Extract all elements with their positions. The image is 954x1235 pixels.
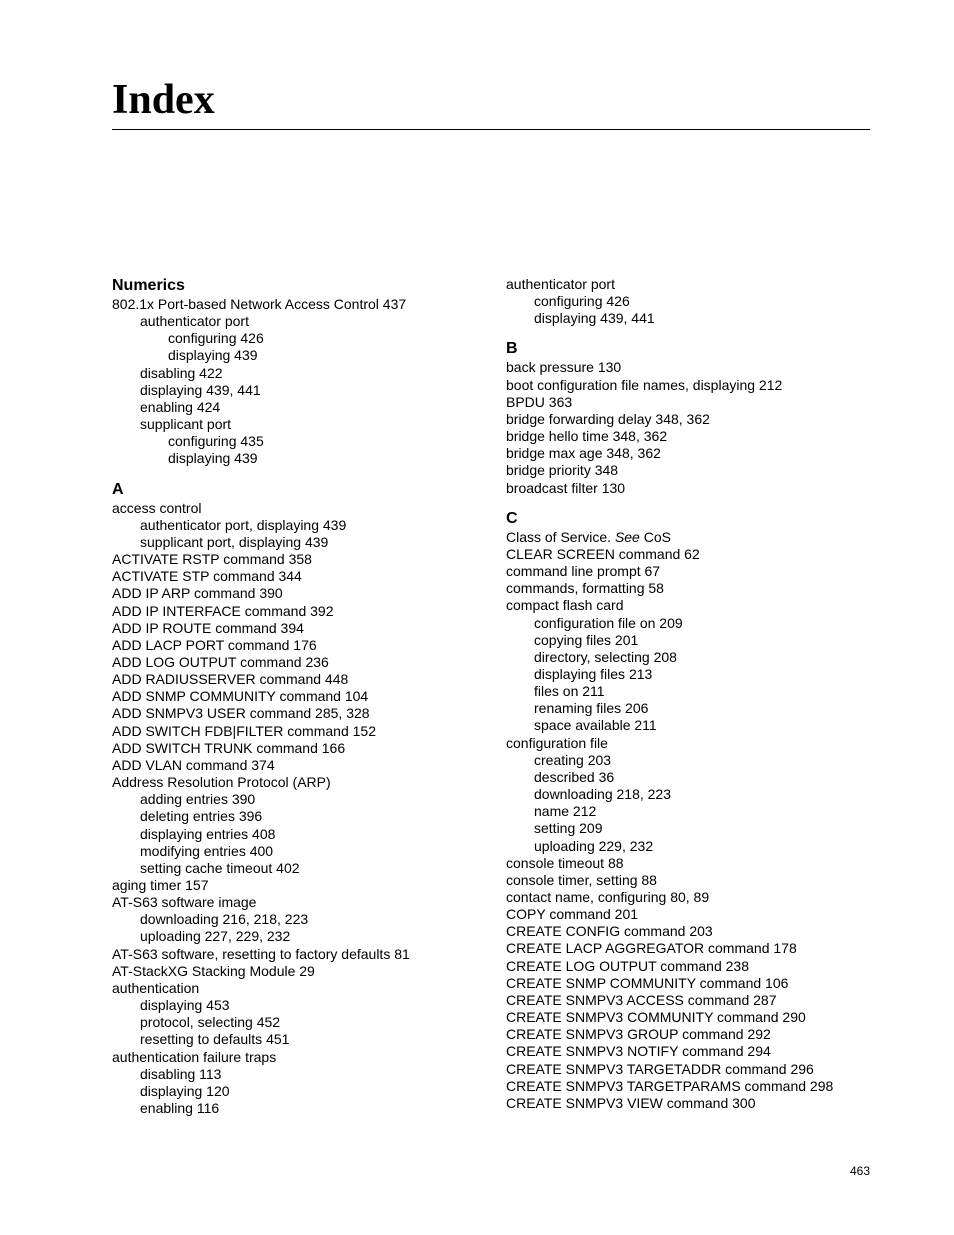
index-entry-text: bridge forwarding delay 348, 362 [506,410,710,427]
index-entry [506,769,886,786]
index-entry [506,906,886,923]
index-entry [506,1026,886,1043]
index-entry-text: uploading 229, 232 [534,837,654,854]
index-entry [112,568,492,585]
index-entry [112,1100,492,1117]
index-entry-text: displaying 453 [140,997,230,1014]
index-entry [506,597,886,614]
index-entry [112,1083,492,1100]
index-entry [506,411,886,428]
index-entry [112,620,492,637]
index-entry-text: AT-StackXG Stacking Module 29 [112,962,315,979]
index-entry-text: enabling 116 [140,1100,220,1117]
index-entry-text: access control [112,499,202,516]
index-entry-text: downloading 216, 218, 223 [140,911,309,928]
index-entry [506,377,886,394]
index-entry [112,928,492,945]
index-entry-text: adding entries 390 [140,791,256,808]
index-entry-text: ADD IP ARP command 390 [112,585,283,602]
index-entry [506,803,886,820]
index-entry-text: space available 211 [534,717,657,734]
index-entry [112,637,492,654]
index-entry [506,632,886,649]
index-entry-text: directory, selecting 208 [534,648,677,665]
index-entry-text: CREATE SNMP COMMUNITY command 106 [506,974,789,991]
index-entry-text: supplicant port [140,416,232,433]
index-entry [112,757,492,774]
index-entry [112,723,492,740]
index-section [506,276,886,327]
index-entry [506,717,886,734]
index-entry-text: displaying 439 [168,347,258,364]
index-entry-text: displaying 120 [140,1082,230,1099]
index-entry-text: CREATE SNMPV3 GROUP command 292 [506,1026,771,1043]
index-entry-text: enabling 424 [140,398,221,415]
index-entry [112,330,492,347]
index-entry [112,313,492,330]
index-entry [112,826,492,843]
index-entry-text: modifying entries 400 [140,842,274,859]
index-entry [506,838,886,855]
index-entry-text: name 212 [534,803,597,820]
section-heading: Numerics [112,277,185,294]
index-entry-text: Class of Service. [506,528,615,545]
index-entry-text: downloading 218, 223 [534,786,672,803]
see-target: CoS [639,528,671,545]
index-entry-text: authenticator port, displaying 439 [140,516,347,533]
title-rule [112,129,870,130]
index-entry-text: ADD LACP PORT command 176 [112,636,317,653]
index-entry [112,416,492,433]
index-entry [112,843,492,860]
index-entry [112,1031,492,1048]
index-entry-text: CLEAR SCREEN command 62 [506,545,700,562]
index-entry [506,940,886,957]
index-entry-text: configuration file [506,734,608,751]
index-entry-text: CREATE SNMPV3 TARGETPARAMS command 298 [506,1077,834,1094]
index-entry [112,296,492,313]
index-entry-text: disabling 113 [140,1065,222,1082]
index-entry [506,462,886,479]
index-entry [506,666,886,683]
index-entry [112,946,492,963]
index-entry-text: authentication [112,979,200,996]
page-title: Index [112,77,215,123]
index-entry [506,359,886,376]
index-entry-text: configuring 426 [168,330,264,347]
index-entry-text: supplicant port, displaying 439 [140,533,329,550]
index-entry [112,688,492,705]
index-entry [112,382,492,399]
index-entry-text: ADD IP INTERFACE command 392 [112,602,334,619]
index-entry-text: commands, formatting 58 [506,580,664,597]
index-entry-text: ADD SWITCH FDB|FILTER command 152 [112,722,376,739]
index-entry [506,786,886,803]
index-entry [112,705,492,722]
index-entry-text: authenticator port [506,276,615,292]
index-entry [112,450,492,467]
index-entry-text: console timer, setting 88 [506,871,657,888]
index-column-left [112,276,492,1117]
index-entry [112,347,492,364]
index-entry [112,1049,492,1066]
index-entry [506,752,886,769]
index-entry-text: CREATE SNMPV3 VIEW command 300 [506,1094,756,1111]
index-entry-text: CREATE SNMPV3 NOTIFY command 294 [506,1043,771,1060]
index-entry [506,615,886,632]
index-entry [506,1009,886,1026]
index-entry [112,534,492,551]
index-entry-text: setting cache timeout 402 [140,859,300,876]
index-entry [506,992,886,1009]
index-entry [112,894,492,911]
index-entry-text: boot configuration file names, displaying 212 [506,376,783,393]
index-entry-text: described 36 [534,768,615,785]
index-entry-text: displaying 439 [168,450,258,467]
index-entry [112,654,492,671]
index-entry-text: displaying 439, 441 [140,381,261,398]
index-entry-text: files on 211 [534,683,605,700]
index-entry [506,445,886,462]
see-reference: See [614,528,640,545]
index-entry-text: bridge priority 348 [506,462,619,479]
page-number: 463 [850,1164,871,1178]
index-entry [506,958,886,975]
index-entry-text: bridge hello time 348, 362 [506,428,668,445]
index-entry [112,603,492,620]
index-entry-text: aging timer 157 [112,877,209,893]
index-entry-text: CREATE SNMPV3 COMMUNITY command 290 [506,1009,806,1026]
index-section [506,509,886,1112]
index-entry-text: contact name, configuring 80, 89 [506,889,710,905]
index-entry [112,399,492,416]
index-entry-text: configuring 435 [168,433,264,450]
index-entry-text: CREATE LOG OUTPUT command 238 [506,957,749,974]
index-entry [112,1014,492,1031]
index-entry-text: COPY command 201 [506,906,639,923]
index-entry-text: ACTIVATE STP command 344 [112,568,302,585]
index-section [506,339,886,496]
index-entry [506,480,886,497]
index-entry-text: copying files 201 [534,631,639,648]
index-section [112,276,492,468]
index-entry [112,517,492,534]
index-entry [506,276,886,293]
index-entry-text: back pressure 130 [506,359,622,376]
index-entry-text: ADD IP ROUTE command 394 [112,619,304,636]
index-entry [506,923,886,940]
index-entry [112,433,492,450]
index-entry-text: 802.1x Port-based Network Access Control 437 [112,296,407,312]
index-entry-text: AT-S63 software, resetting to factory defaults 81 [112,945,410,962]
index-entry [112,365,492,382]
index-entry-text: bridge max age 348, 362 [506,445,661,462]
index-entry-text: Address Resolution Protocol (ARP) [112,774,331,791]
index-entry [112,911,492,928]
index-entry [112,997,492,1014]
index-entry-text: authenticator port [140,313,249,330]
index-entry-text: creating 203 [534,751,612,768]
index-entry-text: CREATE SNMPV3 TARGETADDR command 296 [506,1060,814,1077]
index-entry [506,1043,886,1060]
index-entry-text: protocol, selecting 452 [140,1014,281,1031]
index-entry [506,310,886,327]
index-entry-text: setting 209 [534,820,603,837]
index-entry [506,975,886,992]
index-entry [506,563,886,580]
index-entry [506,394,886,411]
index-entry [112,585,492,602]
index-entry [506,735,886,752]
index-entry-text: command line prompt 67 [506,563,661,580]
index-entry [506,700,886,717]
index-entry [506,872,886,889]
index-entry [112,740,492,757]
index-entry-text: deleting entries 396 [140,808,263,825]
index-entry [506,1061,886,1078]
index-entry [112,1066,492,1083]
index-entry [112,877,492,894]
index-entry-text: displaying entries 408 [140,825,276,842]
index-entry [112,860,492,877]
index-entry [112,808,492,825]
index-entry [506,1095,886,1112]
index-entry-text: ADD SWITCH TRUNK command 166 [112,739,346,756]
index-entry [506,683,886,700]
index-entry [506,855,886,872]
index-entry-text: BPDU 363 [506,393,573,410]
index-entry-text: disabling 422 [140,364,223,381]
index-entry [506,889,886,906]
index-entry [506,1078,886,1095]
index-entry [112,980,492,997]
index-entry [112,671,492,688]
index-entry-text: CREATE SNMPV3 ACCESS command 287 [506,991,777,1008]
section-heading: A [112,480,124,498]
index-entry-text: AT-S63 software image [112,894,257,911]
index-entry [112,551,492,568]
index-entry-text: configuring 426 [534,293,630,310]
index-entry [112,791,492,808]
index-entry-text: ADD SNMPV3 USER command 285, 328 [112,705,370,722]
index-entry-text: displaying 439, 441 [534,310,655,327]
index-entry [506,529,886,546]
index-entry [506,820,886,837]
index-entry [506,293,886,310]
index-entry [112,963,492,980]
index-entry-text: broadcast filter 130 [506,479,626,496]
index-entry-text: displaying files 213 [534,665,653,682]
index-entry-text: configuration file on 209 [534,614,683,631]
index-column-right [506,276,886,1112]
index-entry-text: CREATE CONFIG command 203 [506,923,713,940]
index-entry-text: ADD VLAN command 374 [112,756,275,773]
index-entry-text: authentication failure traps [112,1048,277,1065]
index-entry [112,774,492,791]
index-entry [506,428,886,445]
index-entry-text: ADD LOG OUTPUT command 236 [112,653,329,670]
index-entry-text: resetting to defaults 451 [140,1031,290,1048]
index-section [112,480,492,1118]
index-entry-text: renaming files 206 [534,700,649,717]
index-entry [506,649,886,666]
index-entry [112,500,492,517]
index-entry-text: ADD RADIUSSERVER command 448 [112,671,349,688]
index-entry-text: ADD SNMP COMMUNITY command 104 [112,688,369,705]
section-heading: C [506,509,518,527]
index-entry-text: console timeout 88 [506,854,624,871]
index-entry [506,546,886,563]
index-entry-text: compact flash card [506,597,624,614]
index-entry-text: uploading 227, 229, 232 [140,928,291,945]
index-entry-text: CREATE LACP AGGREGATOR command 178 [506,940,797,957]
index-entry-text: ACTIVATE RSTP command 358 [112,551,312,568]
index-entry [506,580,886,597]
section-heading: B [506,340,518,358]
